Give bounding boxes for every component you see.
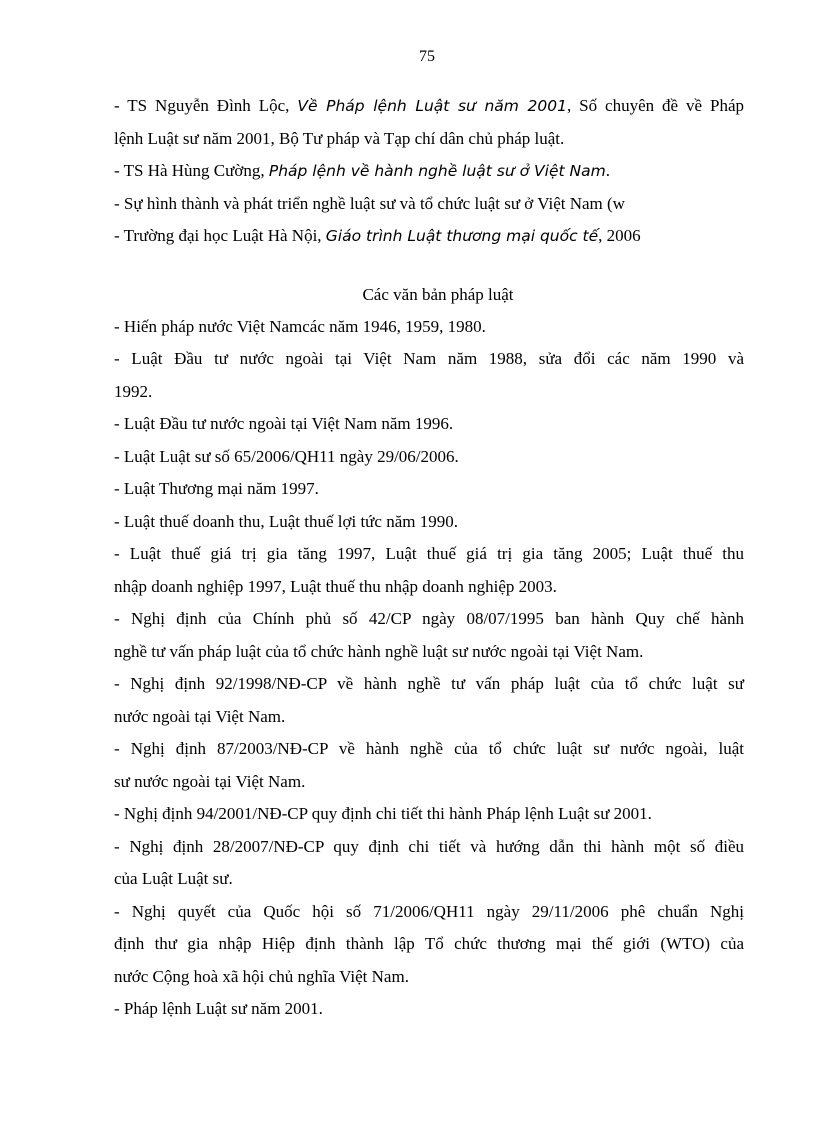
list-line: nước ngoài tại Việt Nam. <box>114 706 286 726</box>
list-line: - Luật Đầu tư nước ngoài tại Việt Nam năm 1996. <box>114 414 454 433</box>
list-line: - Luật Đầu tư nước ngoài tại Việt Nam năm 1988, sửa đổi các năm 1990 và <box>114 349 744 368</box>
reference-author: - Trường đại học Luật Hà Nội, <box>114 226 326 245</box>
reference-item-1-line-2: lệnh Luật sư năm 2001, Bộ Tư pháp và Tạp chí dân chủ pháp luật. <box>114 128 565 148</box>
reference-item-1-line-1 <box>114 90 744 123</box>
reference-author: - TS Nguyễn Đình Lộc, <box>114 96 298 115</box>
list-line: sư nước ngoài tại Việt Nam. <box>114 771 306 791</box>
list-line: - Nghị định của Chính phủ số 42/CP ngày 08/07/1995 ban hành Quy chế hành <box>114 609 744 628</box>
reference-title: Giáo trình Luật thương mại quốc tế <box>325 227 599 245</box>
list-line: - Luật thuế doanh thu, Luật thuế lợi tức năm 1990. <box>114 511 458 531</box>
reference-rest: , Số chuyên đề về Pháp <box>566 96 744 115</box>
reference-item-3: - Sự hình thành và phát triển nghề luật sư và tổ chức luật sư ở Việt Nam (w <box>114 193 625 213</box>
legal-documents-list <box>114 311 744 1026</box>
spacer <box>114 253 744 279</box>
reference-item-4 <box>114 220 744 253</box>
document-body <box>114 90 744 1026</box>
reference-title: Pháp lệnh về hành nghề luật sư ở Việt Nam <box>268 162 606 180</box>
list-line: - Nghị định 87/2003/NĐ-CP về hành nghề của tổ chức luật sư nước ngoài, luật <box>114 739 744 758</box>
list-line: của Luật Luật sư. <box>114 869 233 888</box>
list-line: - Luật Luật sư số 65/2006/QH11 ngày 29/06/2006. <box>114 446 459 466</box>
list-line: - Nghị định 92/1998/NĐ-CP về hành nghề tư vấn pháp luật của tổ chức luật sư <box>114 674 744 693</box>
reference-rest: , 2006 <box>598 226 641 245</box>
list-line: nhập doanh nghiệp 1997, Luật thuế thu nhập doanh nghiệp 2003. <box>114 576 557 596</box>
list-line: nước Cộng hoà xã hội chủ nghĩa Việt Nam. <box>114 966 409 986</box>
list-line: định thư gia nhập Hiệp định thành lập Tổ chức thương mại thế giới (WTO) của <box>114 934 744 953</box>
page-number: 75 <box>419 48 435 65</box>
list-line: - Nghị định 94/2001/NĐ-CP quy định chi tiết thi hành Pháp lệnh Luật sư 2001. <box>114 804 652 823</box>
list-line: - Nghị quyết của Quốc hội số 71/2006/QH11 ngày 29/11/2006 phê chuẩn Nghị <box>114 901 744 921</box>
section-heading: Các văn bản pháp luật <box>362 284 514 304</box>
reference-item-2 <box>114 155 744 188</box>
list-line: - Nghị định 28/2007/NĐ-CP quy định chi tiết và hướng dẫn thi hành một số điều <box>114 836 744 856</box>
list-line: nghề tư vấn pháp luật của tổ chức hành nghề luật sư nước ngoài tại Việt Nam. <box>114 641 644 661</box>
reference-rest: . <box>605 161 610 180</box>
list-line: - Luật Thương mại năm 1997. <box>114 479 319 498</box>
reference-author: - TS Hà Hùng Cường, <box>114 161 269 180</box>
list-line: 1992. <box>114 381 153 401</box>
list-line: - Luật thuế giá trị gia tăng 1997, Luật thuế giá trị gia tăng 2005; Luật thuế thu <box>114 544 744 563</box>
list-line: - Pháp lệnh Luật sư năm 2001. <box>114 999 323 1018</box>
reference-title: Về Pháp lệnh Luật sư năm 2001 <box>297 97 567 115</box>
list-line: - Hiến pháp nước Việt Namcác năm 1946, 1959, 1980. <box>114 316 486 336</box>
